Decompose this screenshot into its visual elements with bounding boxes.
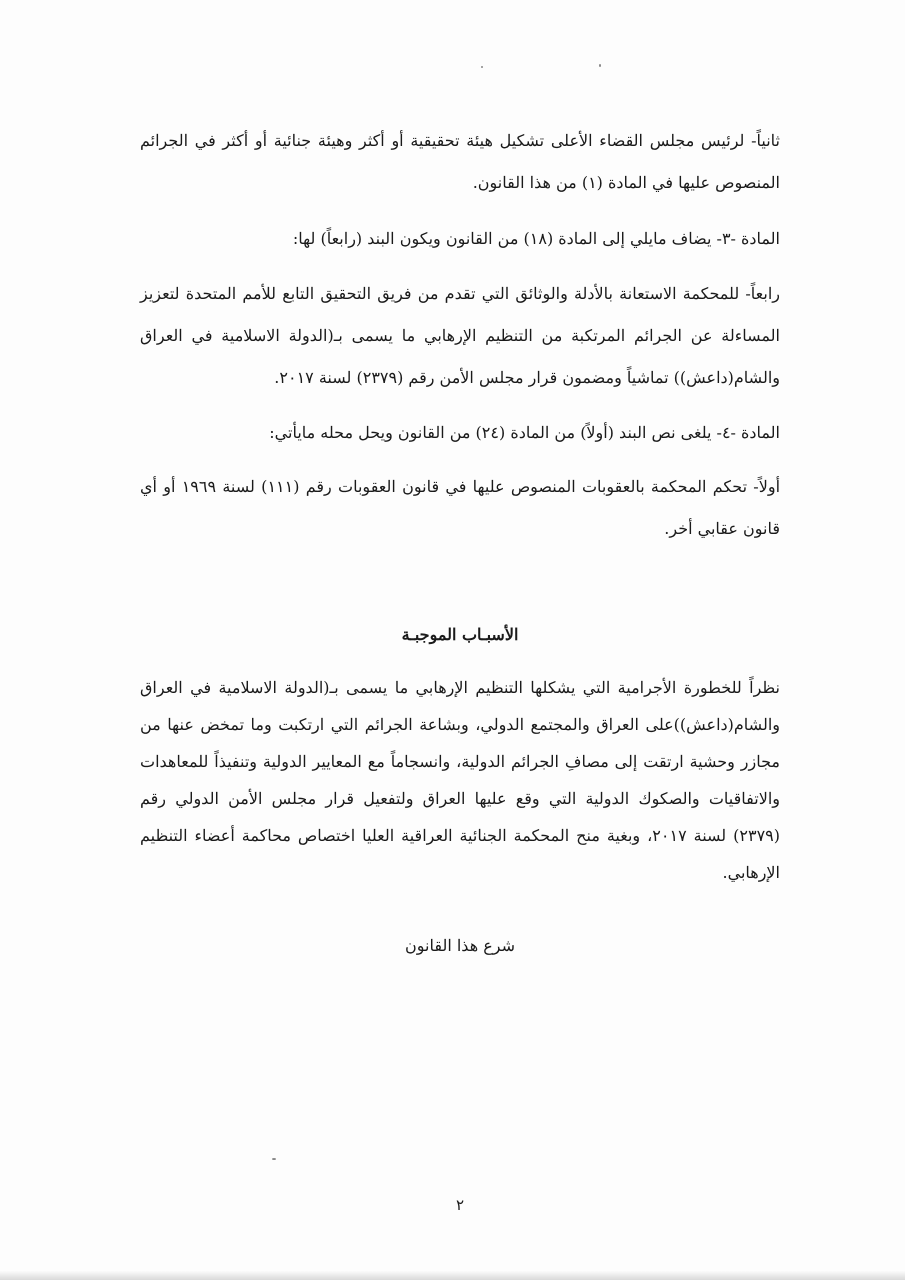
scan-speck [272, 1158, 276, 1160]
paragraph-thaniyan: ثانياً- لرئيس مجلس القضاء الأعلى تشكيل هيئة تحقيقية أو أكثر وهيئة جنائية أو أكثر في الجرائم المنصوص عليها في المادة (١) من هذا القانون. [140, 131, 780, 192]
scan-speck [481, 66, 483, 68]
paragraph-article-3: المادة -٣- يضاف مايلي إلى المادة (١٨) من القانون ويكون البند (رابعاً) لها: [292, 229, 780, 248]
scan-speck [599, 64, 601, 67]
closing-line: شرع هذا القانون [405, 936, 515, 955]
scan-edge [0, 1270, 905, 1280]
paragraph-rabian: رابعاً- للمحكمة الاستعانة بالأدلة والوثائق التي تقدم من فريق التحقيق التابع للأمم المتحدة لتعزيز المساءلة عن الجرائم المرتكبة من التنظيم الإرهابي ما يسمى بـ(الدولة الاسلامية في العراق والشام(داعش)) تماشياً ومضمون قرار مجلس الأمن رقم (٢٣٧٩) لسنة ٢٠١٧. [140, 284, 781, 387]
section-heading: الأسبـاب الموجبـة [401, 625, 519, 644]
paragraph-awwalan: أولاً- تحكم المحكمة بالعقوبات المنصوص عليها في قانون العقوبات رقم (١١١) لسنة ١٩٦٩ أو أي قانون عقابي أخر. [140, 477, 781, 538]
page-number: ٢ [455, 1196, 465, 1214]
paragraph-article-4: المادة -٤- يلغى نص البند (أولاً) من المادة (٢٤) من القانون ويحل محله مايأتي: [269, 423, 780, 442]
paragraph-justifications: نظراً للخطورة الأجرامية التي يشكلها التنظيم الإرهابي ما يسمى بـ(الدولة الاسلامية في العراق والشام(داعش))على العراق والمجتمع الدولي، وبشاعة الجرائم التي ارتكبت وما تمخض عنها من مجازر وحشية ارتقت إلى مصافِ الجرائم الدولية، وانسجاماً مع المعايير الدولية وتنفيذاً للمعاهدات والاتفاقيات والصكوك الدولية التي وقع عليها العراق ولتفعيل قرار مجلس الأمن الدولي رقم (٢٣٧٩) لسنة ٢٠١٧، وبغية منح المحكمة الجنائية العراقية العليا اختصاص محاكمة أعضاء التنظيم الإرهابي. [140, 678, 780, 882]
